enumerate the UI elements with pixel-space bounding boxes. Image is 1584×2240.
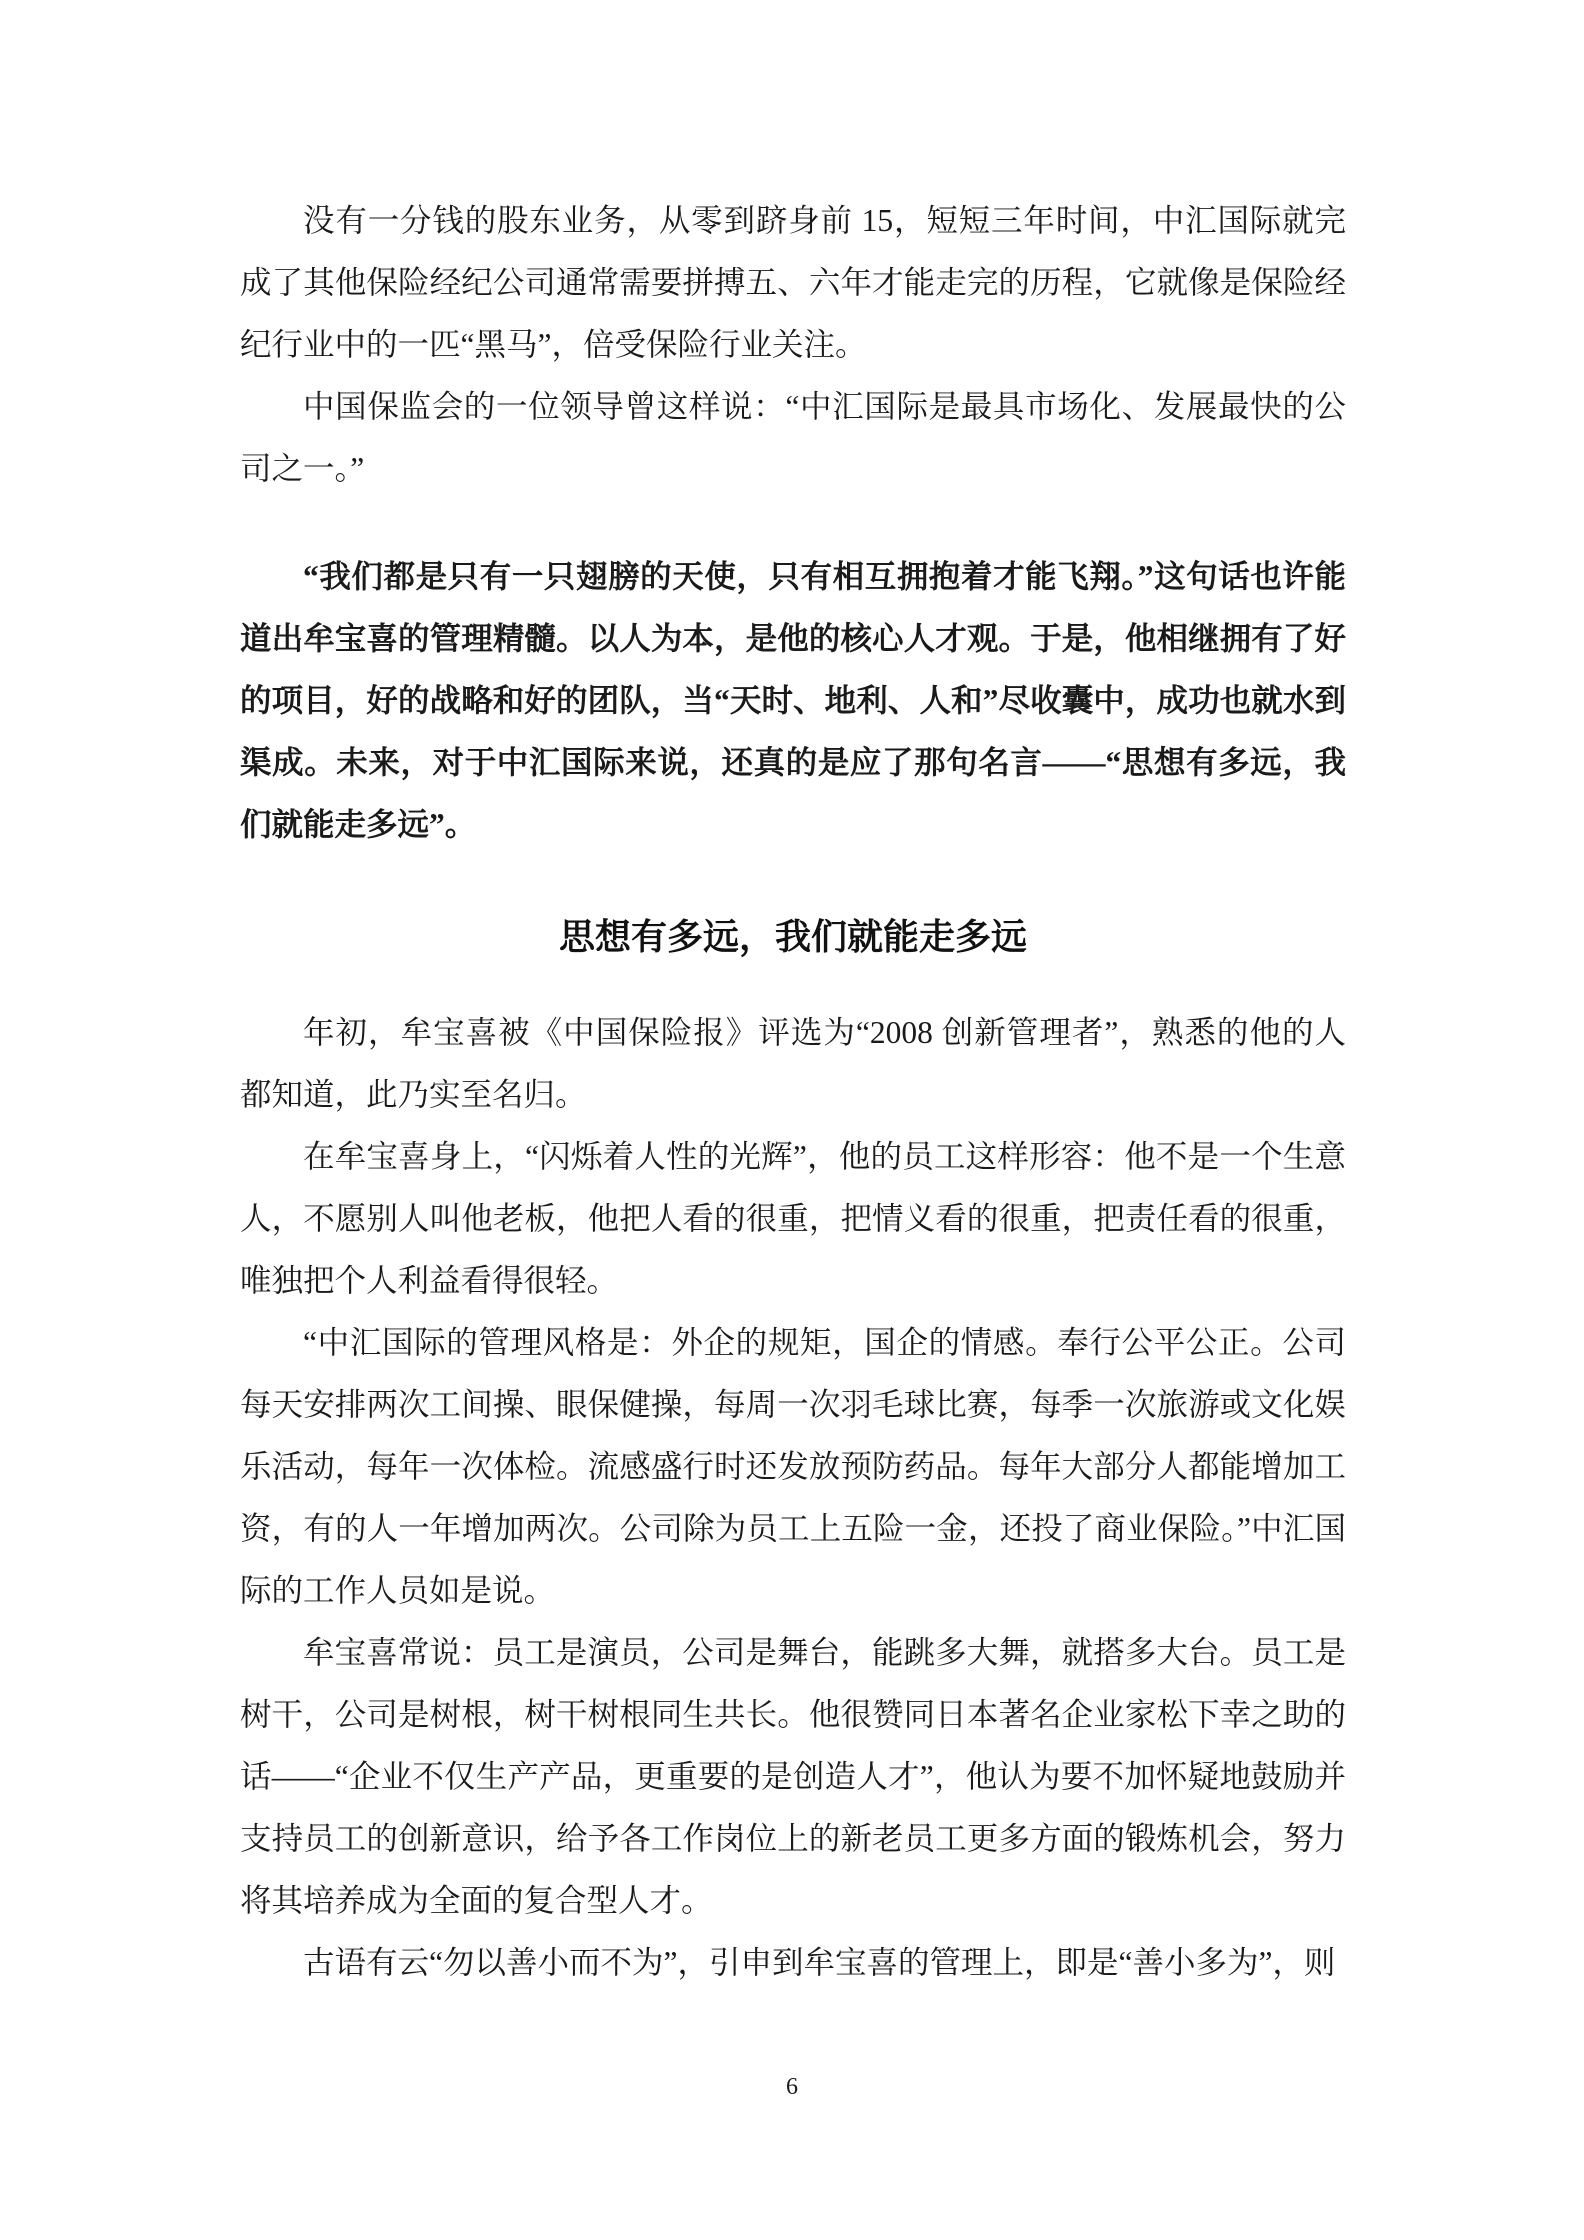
- paragraph-bold-quote: “我们都是只有一只翅膀的天使，只有相互拥抱着才能飞翔。”这句话也许能道出牟宝喜的管理精髓。以人为本，是他的核心人才观。于是，他相继拥有了好的项目，好的战略和好的团队，当“天时、地利、人和”尽收囊中，成功也就水到渠成。未来，对于中汇国际来说，还真的是应了那句名言——“思想有多远，我们就能走多远”。: [240, 559, 1346, 842]
- page-number: 6: [786, 2074, 798, 2100]
- paragraph-intro: 没有一分钱的股东业务，从零到跻身前 15，短短三年时间，中汇国际就完成了其他保险经纪公司通常需要拼搏五、六年才能走完的历程，它就像是保险经纪行业中的一匹“黑马”，倍受保险行业关注。: [240, 203, 1346, 362]
- paragraph-character: 在牟宝喜身上，“闪烁着人性的光辉”，他的员工这样形容：他不是一个生意人，不愿别人叫他老板，他把人看的很重，把情义看的很重，把责任看的很重，唯独把个人利益看得很轻。: [240, 1139, 1346, 1298]
- paragraph-circ-quote: 中国保监会的一位领导曾这样说：“中汇国际是最具市场化、发展最快的公司之一。”: [240, 389, 1346, 486]
- page-content: [240, 190, 1346, 1994]
- section-heading: 思想有多远，我们就能走多远: [558, 916, 1027, 957]
- paragraph-management-style: “中汇国际的管理风格是：外企的规矩，国企的情感。奉行公平公正。公司每天安排两次工间操、眼保健操，每周一次羽毛球比赛，每季一次旅游或文化娱乐活动，每年一次体检。流感盛行时还发放预防药品。每年大部分人都能增加工资，有的人一年增加两次。公司除为员工上五险一金，还投了商业保险。”中汇国际的工作人员如是说。: [240, 1325, 1346, 1608]
- paragraph-old-saying: 古语有云“勿以善小而不为”，引申到牟宝喜的管理上，即是“善小多为”，则: [303, 1945, 1336, 1980]
- paragraph-award: 年初，牟宝喜被《中国保险报》评选为“2008 创新管理者”，熟悉的他的人都知道，此乃实至名归。: [240, 1015, 1346, 1112]
- paragraph-employee-stage: 牟宝喜常说：员工是演员，公司是舞台，能跳多大舞，就搭多大台。员工是树干，公司是树根，树干树根同生共长。他很赞同日本著名企业家松下幸之助的话——“企业不仅生产产品，更重要的是创造人才”，他认为要不加怀疑地鼓励并支持员工的创新意识，给予各工作岗位上的新老员工更多方面的锻炼机会，努力将其培养成为全面的复合型人才。: [240, 1635, 1346, 1918]
